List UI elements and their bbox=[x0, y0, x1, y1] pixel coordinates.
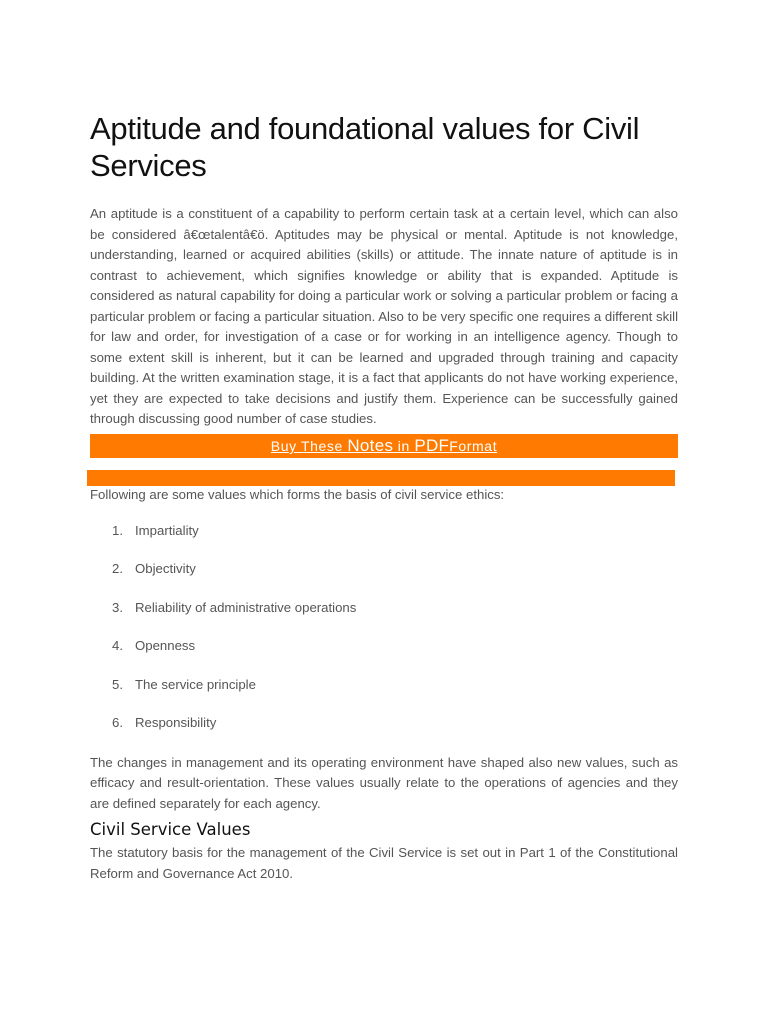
buy-banner-text-2: Notes bbox=[347, 436, 394, 455]
list-item-text: Openness bbox=[135, 638, 196, 654]
list-item-number: 5. bbox=[112, 676, 123, 692]
buy-banner-text-3: in bbox=[393, 438, 415, 454]
list-item-text: Responsibility bbox=[135, 714, 217, 730]
values-list bbox=[90, 521, 678, 751]
list-item-number: 3. bbox=[112, 599, 123, 615]
list-item-text: Objectivity bbox=[135, 561, 196, 577]
buy-notes-pdf-link[interactable] bbox=[90, 434, 678, 458]
list-item-number: 6. bbox=[112, 714, 123, 730]
buy-banner-text-5: Format bbox=[449, 438, 498, 454]
list-item bbox=[90, 636, 678, 674]
page-title: Aptitude and foundational values for Civil Services bbox=[90, 111, 640, 183]
list-item-text: Reliability of administrative operations bbox=[135, 599, 357, 615]
list-item-number: 1. bbox=[112, 523, 123, 538]
buy-banner-text-1: Buy These bbox=[270, 438, 348, 454]
intro-paragraph: An aptitude is a constituent of a capability to perform certain task at a certain level, which can also be considered â€œtalentâ€ö. Aptitudes may be physical or mental. Aptitude is not knowledge, understanding, learned or acquired abilities (skills) or attitude. The innate nature of aptitude is in contrast to achievement, which signifies knowledge or ability that is expanded. Aptitude is considered as natural capability for doing a particular work or solving a particular problem or facing a particular problem or facing a particular situation. Also to be very specific one requires a different skill for law and order, for investigation of a case or for working in an intelligence agency. Though to some extent skill is inherent, but it can be learned and upgraded through training and capacity building. At the written examination stage, it is a fact that applicants do not have working experience, yet they are expected to take decisions and justify them. Experience can be successfully gained through discussing good number of case studies. bbox=[90, 206, 678, 426]
changes-paragraph: The changes in management and its operating environment have shaped also new values, such as efficacy and result-orientation. These values usually relate to the operations of agencies and they are defined separately for each agency. bbox=[90, 755, 678, 811]
list-item bbox=[90, 713, 678, 751]
buy-banner-text-4: PDF bbox=[414, 436, 450, 455]
orange-divider-bar bbox=[87, 470, 675, 486]
list-item-text: The service principle bbox=[135, 676, 256, 692]
list-item bbox=[90, 675, 678, 713]
list-item-text: Impartiality bbox=[135, 523, 199, 538]
section-heading: Civil Service Values bbox=[90, 820, 251, 839]
list-item-number: 4. bbox=[112, 638, 123, 654]
list-item bbox=[90, 559, 678, 597]
list-item-number: 2. bbox=[112, 561, 123, 577]
statutory-paragraph: The statutory basis for the management of the Civil Service is set out in Part 1 of the Constitutional Reform and Governance Act 2010. bbox=[90, 845, 678, 881]
list-item bbox=[90, 521, 678, 559]
values-intro-text: Following are some values which forms the basis of civil service ethics: bbox=[90, 487, 505, 502]
list-item bbox=[90, 598, 678, 636]
